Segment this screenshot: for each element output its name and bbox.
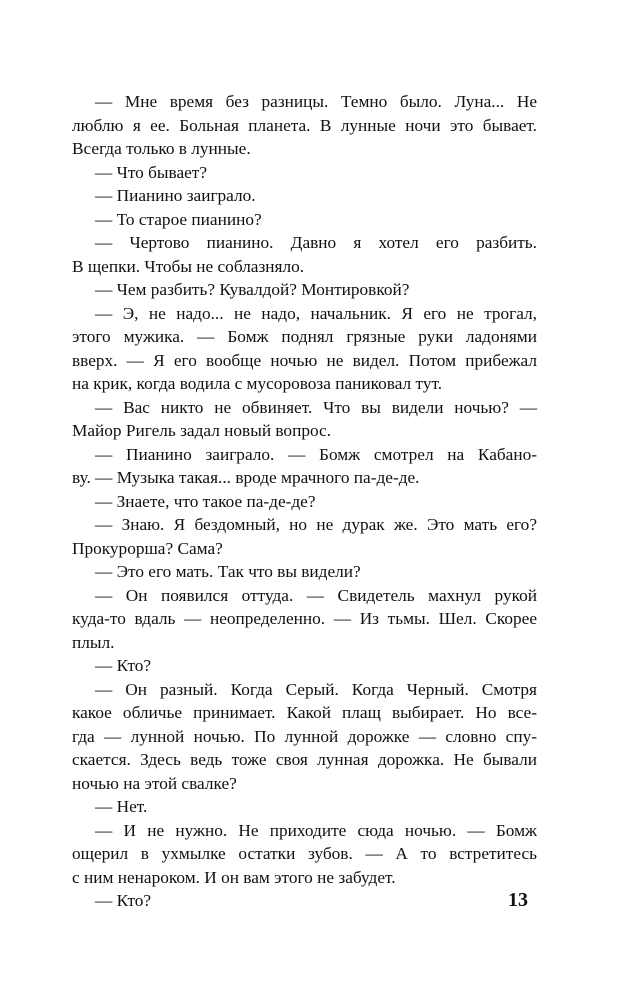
text-line: — То старое пианино?	[95, 209, 262, 229]
text-line: Всегда только в лунные.	[72, 139, 251, 158]
text-line: — Нет.	[95, 797, 148, 816]
paragraph	[72, 678, 537, 796]
text-line: — Это его мать. Так что вы видели?	[95, 562, 361, 581]
text-line: — Чем разбить? Кувалдой? Монтировкой?	[95, 280, 410, 299]
paragraph	[72, 584, 537, 655]
text-line: В щепки. Чтобы не соблазняло.	[72, 256, 305, 276]
book-page-text	[72, 90, 537, 913]
text-line: — Кто?	[95, 891, 152, 910]
paragraph	[72, 795, 537, 819]
text-line: этого мужика. — Бомж поднял грязные руки ладонями	[72, 327, 537, 346]
text-line: — Он появился оттуда. — Свидетель махнул рукой	[95, 585, 537, 605]
text-line: люблю я ее. Больная планета. В лунные ночи это бывает.	[72, 115, 537, 135]
text-line: — Чертово пианино. Давно я хотел его разбить.	[95, 233, 537, 252]
paragraph	[72, 654, 537, 678]
text-line: скается. Здесь ведь тоже своя лунная дорожка. Не бывали	[72, 750, 537, 769]
text-line: вверх. — Я его вообще ночью не видел. Потом прибежал	[72, 350, 537, 370]
page-number: 13	[508, 889, 528, 911]
text-line: гда — лунной ночью. По лунной дорожке — словно спу-	[72, 726, 537, 746]
paragraph	[72, 490, 537, 514]
text-line: — Э, не надо... не надо, начальник. Я его не трогал,	[95, 303, 537, 323]
text-line: с ним ненароком. И он вам этого не забудет.	[72, 867, 396, 887]
paragraph	[72, 90, 537, 161]
text-line: — Знаю. Я бездомный, но не дурак же. Это мать его?	[95, 515, 537, 534]
paragraph	[72, 302, 537, 396]
paragraph	[72, 396, 537, 443]
paragraph	[72, 278, 537, 302]
text-line: ву. — Музыка такая... вроде мрачного па-де-де.	[72, 468, 420, 487]
text-line: — И не нужно. Не приходите сюда ночью. — Бомж	[95, 820, 537, 840]
text-line: Майор Ригель задал новый вопрос.	[72, 421, 332, 440]
text-line: — Мне время без разницы. Темно было. Луна... Не	[95, 92, 537, 111]
text-line: — Пианино заиграло.	[95, 186, 256, 205]
text-line: на крик, когда водила с мусоровоза паниковал тут.	[72, 374, 443, 393]
text-line: — Знаете, что такое па-де-де?	[95, 491, 316, 511]
text-line: Прокурорша? Сама?	[72, 538, 223, 558]
paragraph	[72, 889, 537, 913]
text-line: — Он разный. Когда Серый. Когда Черный. Смотря	[95, 679, 537, 699]
text-line: — Что бывает?	[95, 162, 208, 182]
paragraph	[72, 161, 537, 185]
paragraph	[72, 819, 537, 890]
text-line: — Пианино заиграло. — Бомж смотрел на Кабано-	[95, 444, 537, 464]
text-line: плыл.	[72, 632, 115, 652]
text-line: куда-то вдаль — неопределенно. — Из тьмы. Шел. Скорее	[72, 609, 537, 628]
paragraph	[72, 560, 537, 584]
paragraph	[72, 231, 537, 278]
text-line: ощерил в ухмылке остатки зубов. — А то встретитесь	[72, 844, 537, 863]
text-line: какое обличье принимает. Какой плащ выбирает. Но все-	[72, 703, 537, 722]
paragraph	[72, 513, 537, 560]
text-line: — Кто?	[95, 656, 152, 675]
paragraph	[72, 208, 537, 232]
paragraph	[72, 443, 537, 490]
text-line: — Вас никто не обвиняет. Что вы видели ночью? —	[95, 397, 537, 417]
paragraph	[72, 184, 537, 208]
text-line: ночью на этой свалке?	[72, 773, 237, 793]
